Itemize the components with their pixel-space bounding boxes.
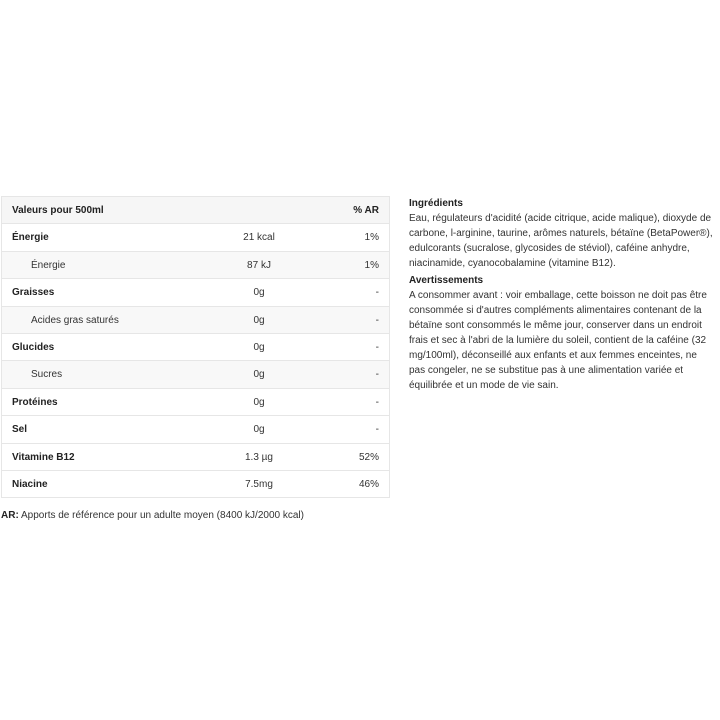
- table-header-row: [2, 197, 389, 224]
- nutrient-name: Protéines: [12, 396, 58, 408]
- table-row: [2, 224, 389, 251]
- table-row: [2, 334, 389, 361]
- nutrient-name: Sel: [12, 424, 28, 436]
- nutrient-ar: 52%: [358, 451, 379, 463]
- column-header-ar: % AR: [353, 205, 379, 216]
- table-row: [2, 444, 389, 471]
- table-row: [2, 307, 389, 334]
- ingredients-text: Eau, régulateurs d'acidité (acide citrique, acide malique), dioxyde de carbone, l-arginine, taurine, arômes naturels, bétaïne (BetaPower®), edulcorants (sucralose, glycosides de stéviol), caféine anhydre, niacinamide, cyanocobalamine (vitamine B12).: [409, 213, 713, 269]
- table-row: [2, 471, 389, 498]
- table-row: [2, 389, 389, 416]
- nutrient-value: 7.5mg: [245, 478, 273, 490]
- nutrient-ar: -: [375, 314, 379, 326]
- nutrient-name: Glucides: [12, 341, 55, 353]
- nutrient-ar: -: [375, 396, 379, 408]
- nutrient-ar: 1%: [364, 232, 379, 244]
- footnote: [1, 510, 304, 521]
- nutrient-name: Énergie: [12, 232, 49, 244]
- table-row: [2, 279, 389, 306]
- nutrient-name: Vitamine B12: [12, 451, 75, 463]
- nutrient-ar: -: [375, 369, 379, 381]
- info-panel: [409, 196, 715, 393]
- nutrient-ar: 46%: [358, 478, 379, 490]
- column-header-name: Valeurs pour 500ml: [12, 205, 104, 216]
- nutrient-value: 0g: [253, 369, 265, 381]
- footnote-text: Apports de référence pour un adulte moyen (8400 kJ/2000 kcal): [18, 510, 304, 521]
- warnings-title: Avertissements: [409, 275, 484, 286]
- nutrient-value: 0g: [253, 287, 265, 299]
- nutrient-name: Graisses: [12, 287, 55, 299]
- nutrient-name: Acides gras saturés: [31, 314, 119, 326]
- nutrient-value: 0g: [253, 396, 265, 408]
- nutrient-value: 0g: [253, 341, 265, 353]
- nutrient-ar: -: [375, 341, 379, 353]
- nutrient-value: 87 kJ: [247, 259, 271, 271]
- nutrition-table: [1, 196, 390, 498]
- nutrient-name: Énergie: [31, 259, 66, 271]
- nutrient-name: Niacine: [12, 478, 48, 490]
- table-row: [2, 252, 389, 279]
- table-body: [2, 224, 389, 498]
- nutrient-ar: 1%: [364, 259, 379, 271]
- nutrient-value: 1.3 µg: [244, 451, 273, 463]
- ingredients-title: Ingrédients: [409, 198, 463, 209]
- nutrient-value: 21 kcal: [243, 232, 275, 244]
- nutrient-name: Sucres: [31, 369, 63, 381]
- warnings-text: A consommer avant : voir emballage, cette boisson ne doit pas être consommée si d'autres compléments alimentaires contenant de la bétaïne sont consommés le même jour, conserver dans un endroit frais et sec à l'abri de la lumière du soleil, contient de la caféine (32 mg/100ml), déconseillé aux enfants et aux femmes enceintes, ne pas congeler, ne se substitue pas à une alimentation variée et équilibrée et un mode de vie sain.: [409, 290, 707, 391]
- table-row: [2, 361, 389, 388]
- table-row: [2, 416, 389, 443]
- footnote-label: AR:: [1, 510, 19, 521]
- nutrient-value: 0g: [253, 424, 265, 436]
- nutrient-ar: -: [375, 424, 379, 436]
- nutrient-value: 0g: [253, 314, 265, 326]
- nutrient-ar: -: [375, 287, 379, 299]
